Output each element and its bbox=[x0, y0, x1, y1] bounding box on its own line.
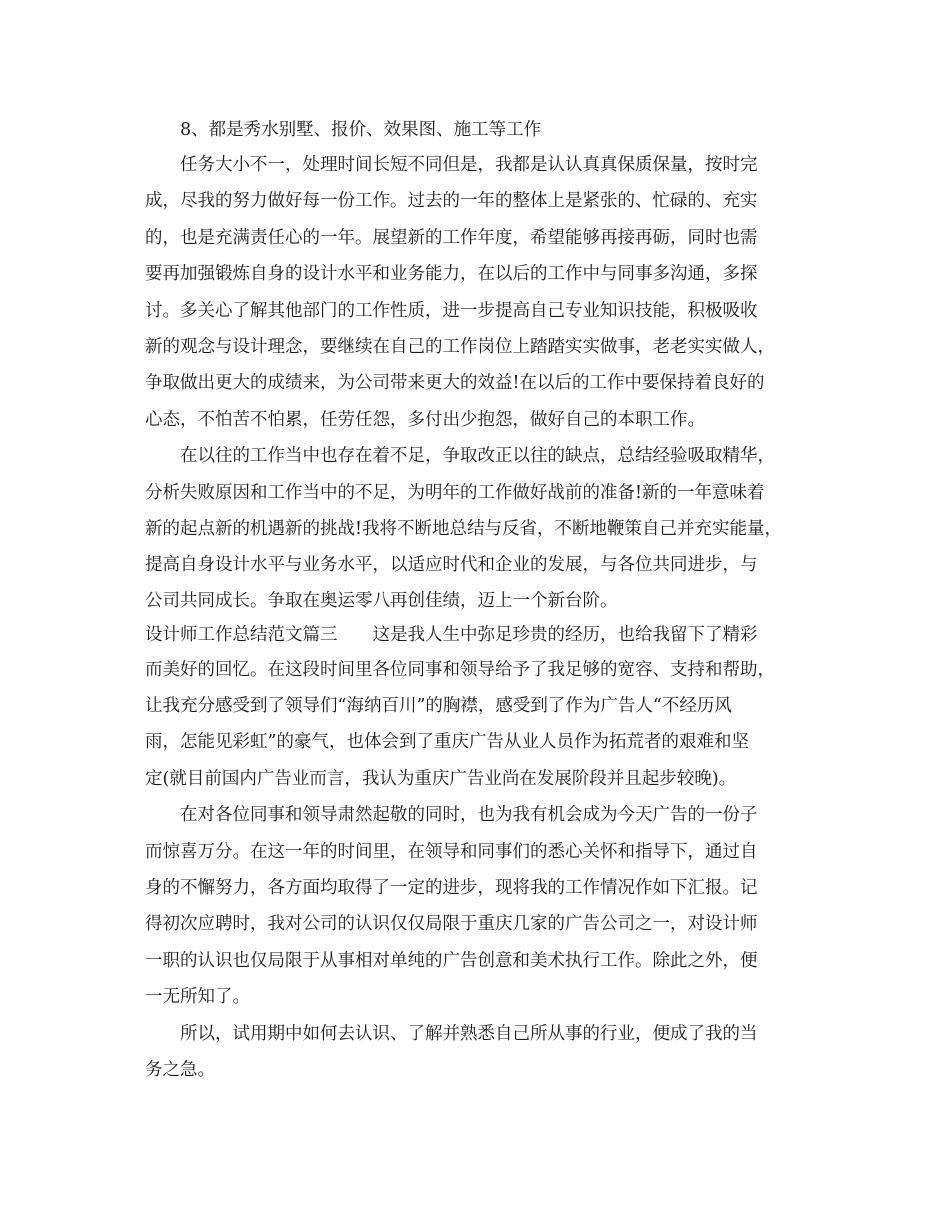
text-line: 定(就目前国内广告业而言，我认为重庆广告业尚在发展阶段并且起步较晚)。 bbox=[145, 768, 737, 789]
text-line: 争取做出更大的成绩来，为公司带来更大的效益!在以后的工作中要保持着良好的 bbox=[145, 373, 765, 394]
text-line: 让我充分感受到了领导们“海纳百川”的胸襟，感受到了作为广告人“不经历风 bbox=[145, 696, 732, 717]
text-line: 雨，怎能见彩虹”的豪气，也体会到了重庆广告从业人员作为拓荒者的艰难和坚 bbox=[145, 732, 749, 753]
text-line: 所以，试用期中如何去认识、了解并熟悉自己所从事的行业，便成了我的当 bbox=[180, 1023, 758, 1044]
text-line: 而美好的回忆。在这段时间里各位同事和领导给予了我足够的宽容、支持和帮助， bbox=[145, 659, 775, 680]
text-line: 得初次应聘时，我对公司的认识仅仅局限于重庆几家的广告公司之一，对设计师 bbox=[145, 914, 758, 935]
text-line: 公司共同成长。争取在奥运零八再创佳绩，迈上一个新台阶。 bbox=[145, 590, 618, 611]
text-line: 成，尽我的努力做好每一份工作。过去的一年的整体上是紧张的、忙碌的、充实 bbox=[145, 191, 758, 212]
text-line: 设计师工作总结范文篇三 这是我人生中弥足珍贵的经历，也给我留下了精彩 bbox=[145, 624, 758, 645]
text-line: 讨。多关心了解其他部门的工作性质，进一步提高自己专业知识技能，积极吸收 bbox=[145, 300, 758, 321]
text-line: 在以往的工作当中也存在着不足，争取改正以往的缺点，总结经验吸取精华， bbox=[180, 446, 775, 467]
text-line: 一无所知了。 bbox=[145, 987, 250, 1008]
text-line: 新的起点新的机遇新的挑战!我将不断地总结与反省，不断地鞭策自己并充实能量， bbox=[145, 518, 783, 539]
text-line: 的，也是充满责任心的一年。展望新的工作年度，希望能够再接再砺，同时也需 bbox=[145, 227, 758, 248]
text-line: 身的不懈努力，各方面均取得了一定的进步，现将我的工作情况作如下汇报。记 bbox=[145, 878, 758, 899]
text-line: 提高自身设计水平与业务水平，以适应时代和企业的发展，与各位共同进步，与 bbox=[145, 555, 758, 576]
text-line: 一职的认识也仅局限于从事相对单纯的广告创意和美术执行工作。除此之外，便 bbox=[145, 950, 758, 971]
text-line: 而惊喜万分。在这一年的时间里，在领导和同事们的悉心关怀和指导下，通过自 bbox=[145, 841, 758, 862]
text-line: 新的观念与设计理念，要继续在自己的工作岗位上踏踏实实做事，老老实实做人， bbox=[145, 336, 775, 357]
document-body bbox=[145, 113, 825, 1088]
text-line: 8、都是秀水别墅、报价、效果图、施工等工作 bbox=[180, 120, 542, 140]
text-line: 在对各位同事和领导肃然起敬的同时，也为我有机会成为今天广告的一份子 bbox=[180, 805, 758, 826]
text-line: 任务大小不一，处理时间长短不同但是，我都是认认真真保质保量，按时完 bbox=[180, 155, 758, 175]
text-line: 心态，不怕苦不怕累，任劳任怨，多付出少抱怨，做好自己的本职工作。 bbox=[145, 409, 705, 430]
text-line: 务之急。 bbox=[145, 1059, 215, 1080]
text-line: 要再加强锻炼自身的设计水平和业务能力，在以后的工作中与同事多沟通，多探 bbox=[145, 264, 758, 285]
text-line: 分析失败原因和工作当中的不足，为明年的工作做好战前的准备!新的一年意味着 bbox=[145, 482, 765, 503]
